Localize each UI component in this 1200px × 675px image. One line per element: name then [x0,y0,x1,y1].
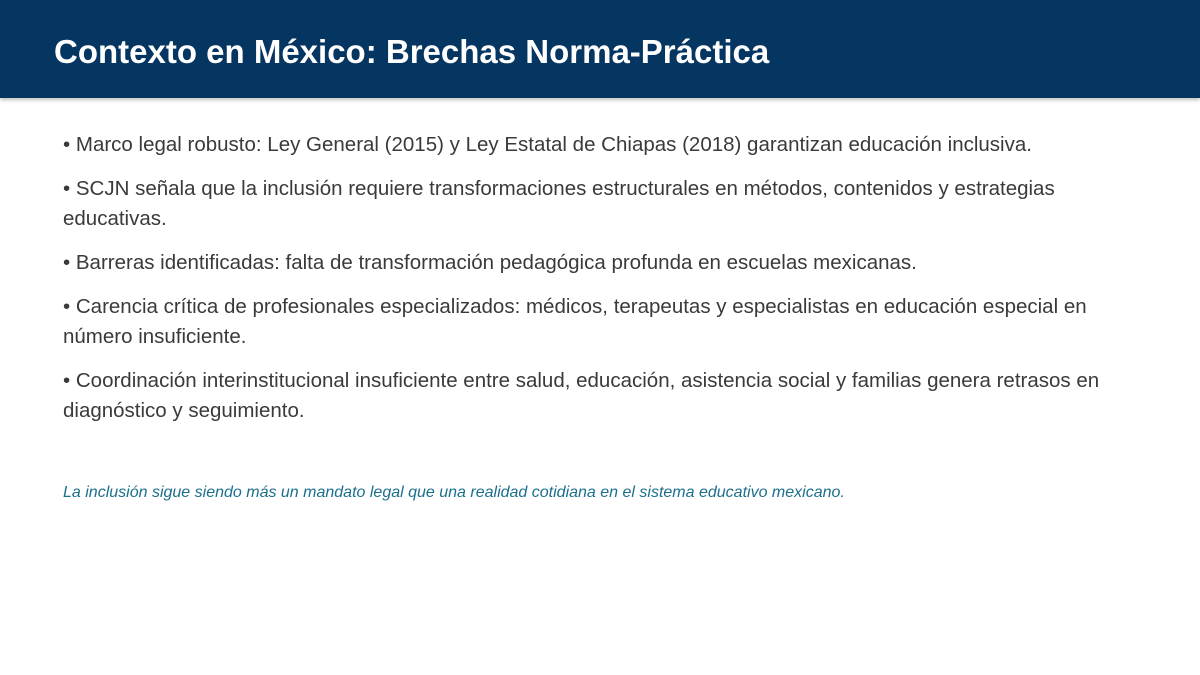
bullet-item: • Coordinación interinstitucional insuficiente entre salud, educación, asistencia social y familias genera retrasos en diagnóstico y seguimiento. [63,369,1100,422]
bullet-list [63,130,1143,440]
slide-title: Contexto en México: Brechas Norma-Práctica [54,33,770,70]
slide-header [0,0,1200,98]
conclusion-note: La inclusión sigue siendo más un mandato legal que una realidad cotidiana en el sistema educativo mexicano. [63,484,845,501]
bullet-item: • SCJN señala que la inclusión requiere transformaciones estructurales en métodos, contenidos y estrategias educativas. [63,177,1055,230]
bullet-item: • Carencia crítica de profesionales especializados: médicos, terapeutas y especialistas en educación especial en número insuficiente. [63,295,1087,348]
bullet-item: • Barreras identificadas: falta de transformación pedagógica profunda en escuelas mexicanas. [63,251,917,274]
bullet-item: • Marco legal robusto: Ley General (2015) y Ley Estatal de Chiapas (2018) garantizan educación inclusiva. [63,133,1032,156]
